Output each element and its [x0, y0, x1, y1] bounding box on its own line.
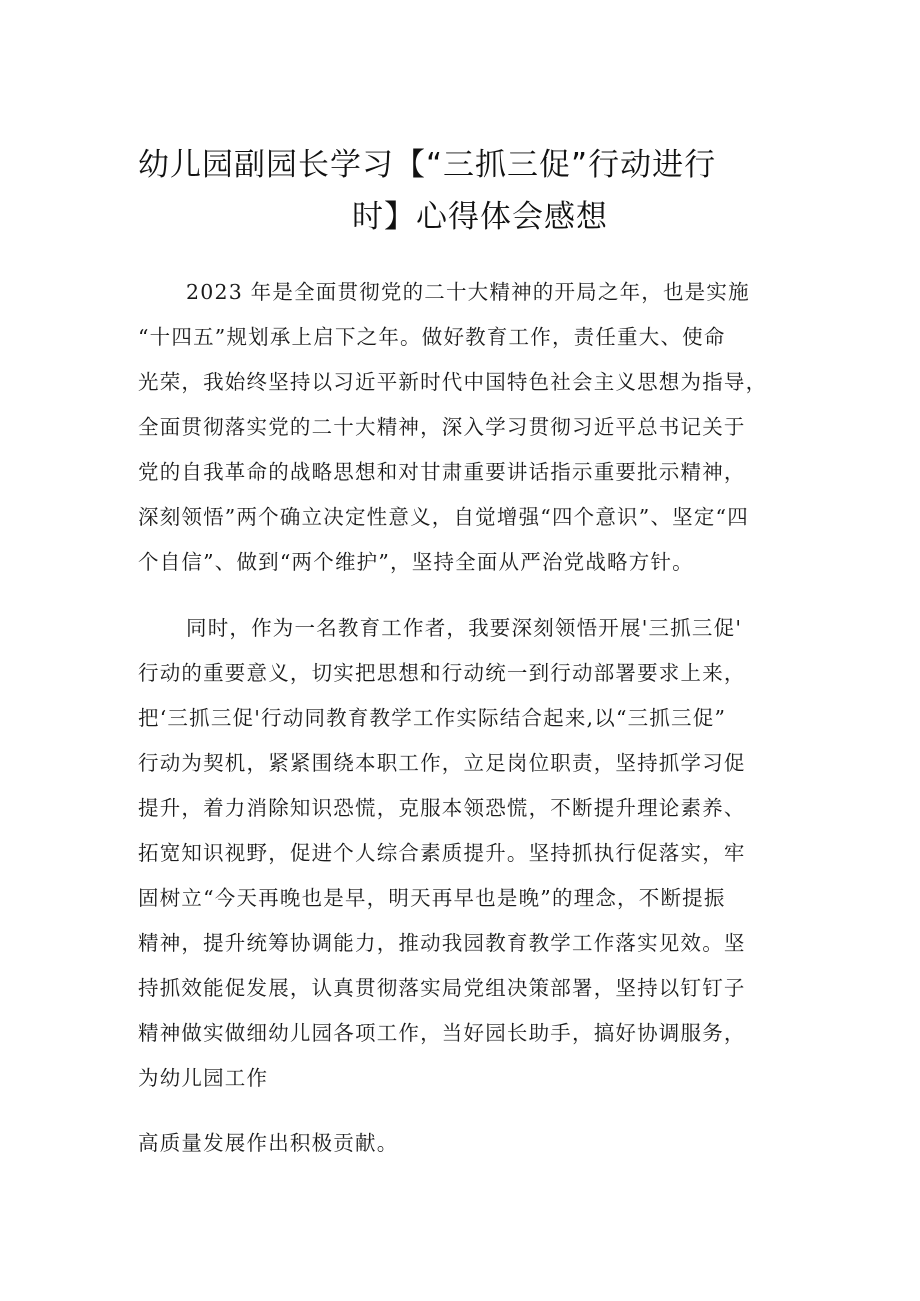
paragraph-2-line-1: 同时，作为一名教育工作者，我要深刻领悟开展'三抓三促' [186, 616, 743, 640]
paragraph-2-line-2: 行动的重要意义，切实把思想和行动统一到行动部署要求上来， [138, 661, 746, 685]
paragraph-1-line-2: “十四五”规划承上启下之年。做好教育工作，责任重大、使命 [138, 325, 726, 349]
paragraph-1-line-7: 个自信”、做到“两个维护”，坚持全面从严治党战略方针。 [138, 550, 694, 574]
paragraph-2-line-10: 精神做实做细幼儿园各项工作，当好园长助手，搞好协调服务， [138, 1021, 746, 1045]
paragraph-1-line-1: 2023 年是全面贯彻党的二十大精神的开局之年，也是实施 [186, 280, 750, 304]
document-title-line-1: 幼儿园副园长学习【“三抓三促”行动进行 [138, 147, 717, 183]
paragraph-1-line-4: 全面贯彻落实党的二十大精神，深入学习贯彻习近平总书记关于 [138, 415, 746, 439]
paragraph-2-line-8: 精神，提升统筹协调能力，推动我园教育教学工作落实见效。坚 [138, 931, 746, 955]
paragraph-2-line-3: 把‘三抓三促'行动同教育教学工作实际结合起来,以“三抓三促” [138, 706, 727, 730]
paragraph-1-line-3: 光荣，我始终坚持以习近平新时代中国特色社会主义思想为指导， [138, 370, 768, 394]
paragraph-2-line-5: 提升，着力消除知识恐慌，克服本领恐慌，不断提升理论素养、 [138, 796, 746, 820]
paragraph-3-line-1: 高质量发展作出积极贡献。 [138, 1131, 399, 1155]
paragraph-1-line-6: 深刻领悟”两个确立决定性意义，自觉增强“四个意识”、坚定“四 [138, 505, 749, 529]
paragraph-2-line-7: 固树立“今天再晚也是早，明天再早也是晚”的理念，不断提振 [138, 886, 726, 910]
paragraph-2-line-6: 拓宽知识视野，促进个人综合素质提升。坚持抓执行促落实，牢 [138, 841, 746, 865]
paragraph-2-line-9: 持抓效能促发展，认真贯彻落实局党组决策部署，坚持以钉钉子 [138, 976, 746, 1000]
paragraph-2-line-11: 为幼儿园工作 [138, 1066, 269, 1090]
paragraph-1-line-5: 党的自我革命的战略思想和对甘肃重要讲话指示重要批示精神， [138, 460, 746, 484]
document-title-line-2: 时】心得体会感想 [352, 199, 608, 235]
paragraph-2-line-4: 行动为契机，紧紧围绕本职工作，立足岗位职责，坚持抓学习促 [138, 751, 746, 775]
